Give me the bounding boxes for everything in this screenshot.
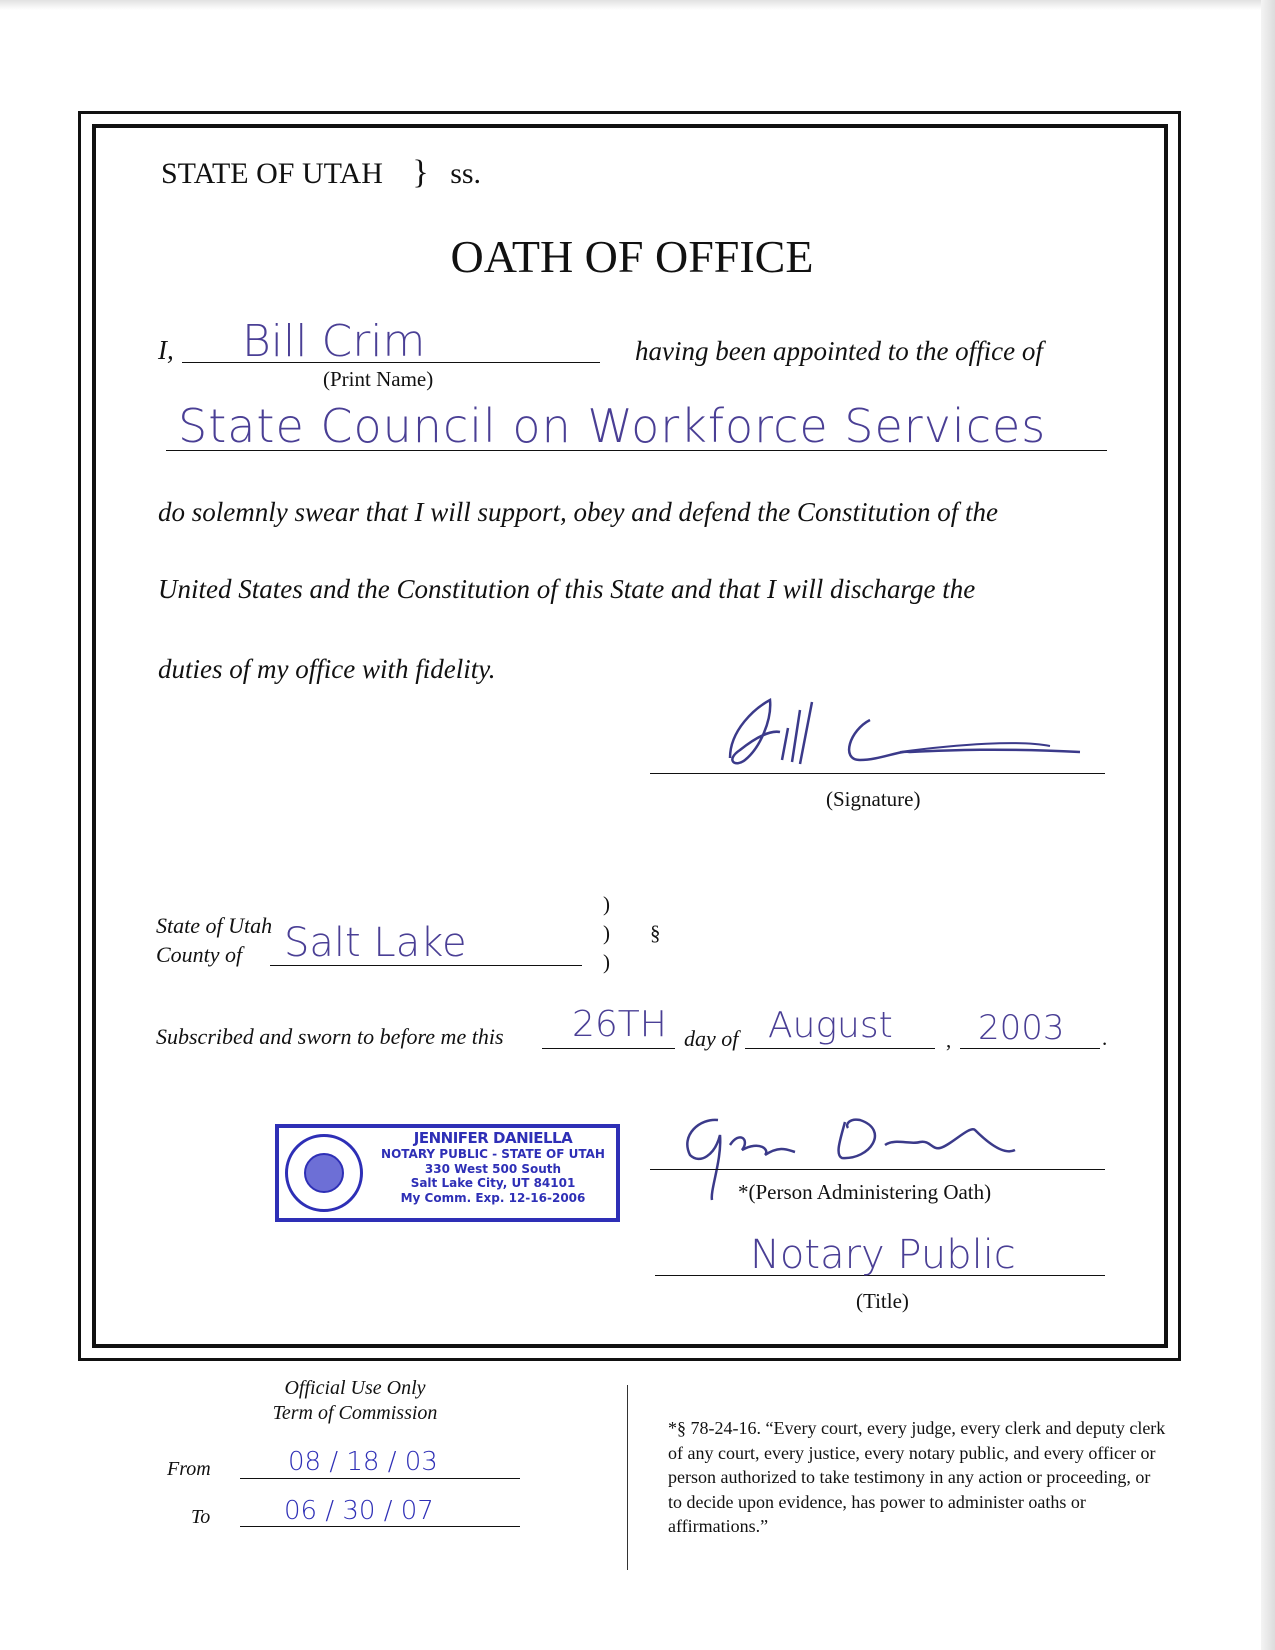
notary-stamp — [275, 1124, 620, 1222]
stamp-line-2: 330 West 500 South — [424, 1161, 562, 1176]
state-header-label: STATE OF UTAH — [161, 157, 383, 190]
brace: } — [412, 154, 429, 191]
oath-body-line-1: do solemnly swear that I will support, obey and defend the Constitution of the — [158, 497, 998, 527]
county-value: Salt Lake — [284, 920, 467, 966]
page-title: OATH OF OFFICE — [450, 231, 814, 282]
venue-paren-2: ) — [603, 921, 610, 945]
signature-line — [650, 773, 1105, 774]
print-name-value: Bill Crim — [242, 316, 426, 367]
official-heading-2: Term of Commission — [272, 1402, 438, 1424]
year-value: 2003 — [978, 1008, 1065, 1048]
stamp-line-4: My Comm. Exp. 12-16-2006 — [400, 1190, 586, 1205]
title-value: Notary Public — [750, 1232, 1016, 1278]
official-heading-1: Official Use Only — [284, 1377, 426, 1399]
venue-county-label: County of — [156, 942, 243, 967]
stamp-line-1: NOTARY PUBLIC - STATE OF UTAH — [381, 1147, 605, 1161]
bottom-divider — [627, 1385, 628, 1570]
sworn-prefix: Subscribed and sworn to before me this — [156, 1024, 504, 1049]
state-header — [161, 154, 481, 192]
scan-top-shadow — [0, 0, 1275, 10]
i-prefix: I, — [158, 335, 174, 365]
from-label: From — [167, 1458, 211, 1480]
year-line — [960, 1048, 1100, 1049]
venue-paren-1: ) — [603, 892, 610, 916]
month-line — [745, 1048, 935, 1049]
appointed-text: having been appointed to the office of — [635, 336, 1043, 366]
stamp-line-3: Salt Lake City, UT 84101 — [410, 1176, 576, 1190]
from-value: 08 / 18 / 03 — [288, 1447, 438, 1477]
section-symbol: § — [650, 921, 661, 945]
administrator-caption: *(Person Administering Oath) — [738, 1180, 992, 1204]
venue-state-label: State of Utah — [156, 913, 273, 938]
oath-body-line-2: United States and the Constitution of this State and that I will discharge the — [158, 574, 976, 604]
ss-label: ss. — [450, 157, 482, 190]
signature-caption: (Signature) — [826, 787, 921, 811]
office-value: State Council on Workforce Services — [178, 399, 1047, 453]
notary-seal-icon — [285, 1134, 363, 1212]
print-name-caption: (Print Name) — [323, 367, 434, 391]
administrator-line — [650, 1169, 1105, 1170]
from-line — [240, 1478, 520, 1479]
statute-note: *§ 78-24-16. “Every court, every judge, every clerk and deputy clerk of any court, every justice, every notary public, and every officer or person authorized to take testimony in any action or proceeding, or to decide upon evidence, has power to administer oaths or affirmations.” — [668, 1418, 1166, 1536]
day-of-label: day of — [684, 1026, 739, 1051]
to-value: 06 / 30 / 07 — [284, 1496, 434, 1526]
oath-body-line-3: duties of my office with fidelity. — [158, 654, 496, 684]
stamp-name: JENNIFER DANIELLA — [413, 1129, 573, 1147]
day-value: 26TH — [572, 1004, 667, 1045]
sworn-period: . — [1102, 1026, 1108, 1050]
oath-taker-signature — [700, 690, 1110, 780]
to-label: To — [191, 1506, 211, 1528]
venue-paren-3: ) — [603, 950, 610, 974]
to-line — [240, 1526, 520, 1527]
year-comma: , — [946, 1028, 952, 1052]
month-value: August — [768, 1005, 893, 1046]
day-line — [542, 1048, 675, 1049]
title-caption: (Title) — [856, 1289, 909, 1313]
